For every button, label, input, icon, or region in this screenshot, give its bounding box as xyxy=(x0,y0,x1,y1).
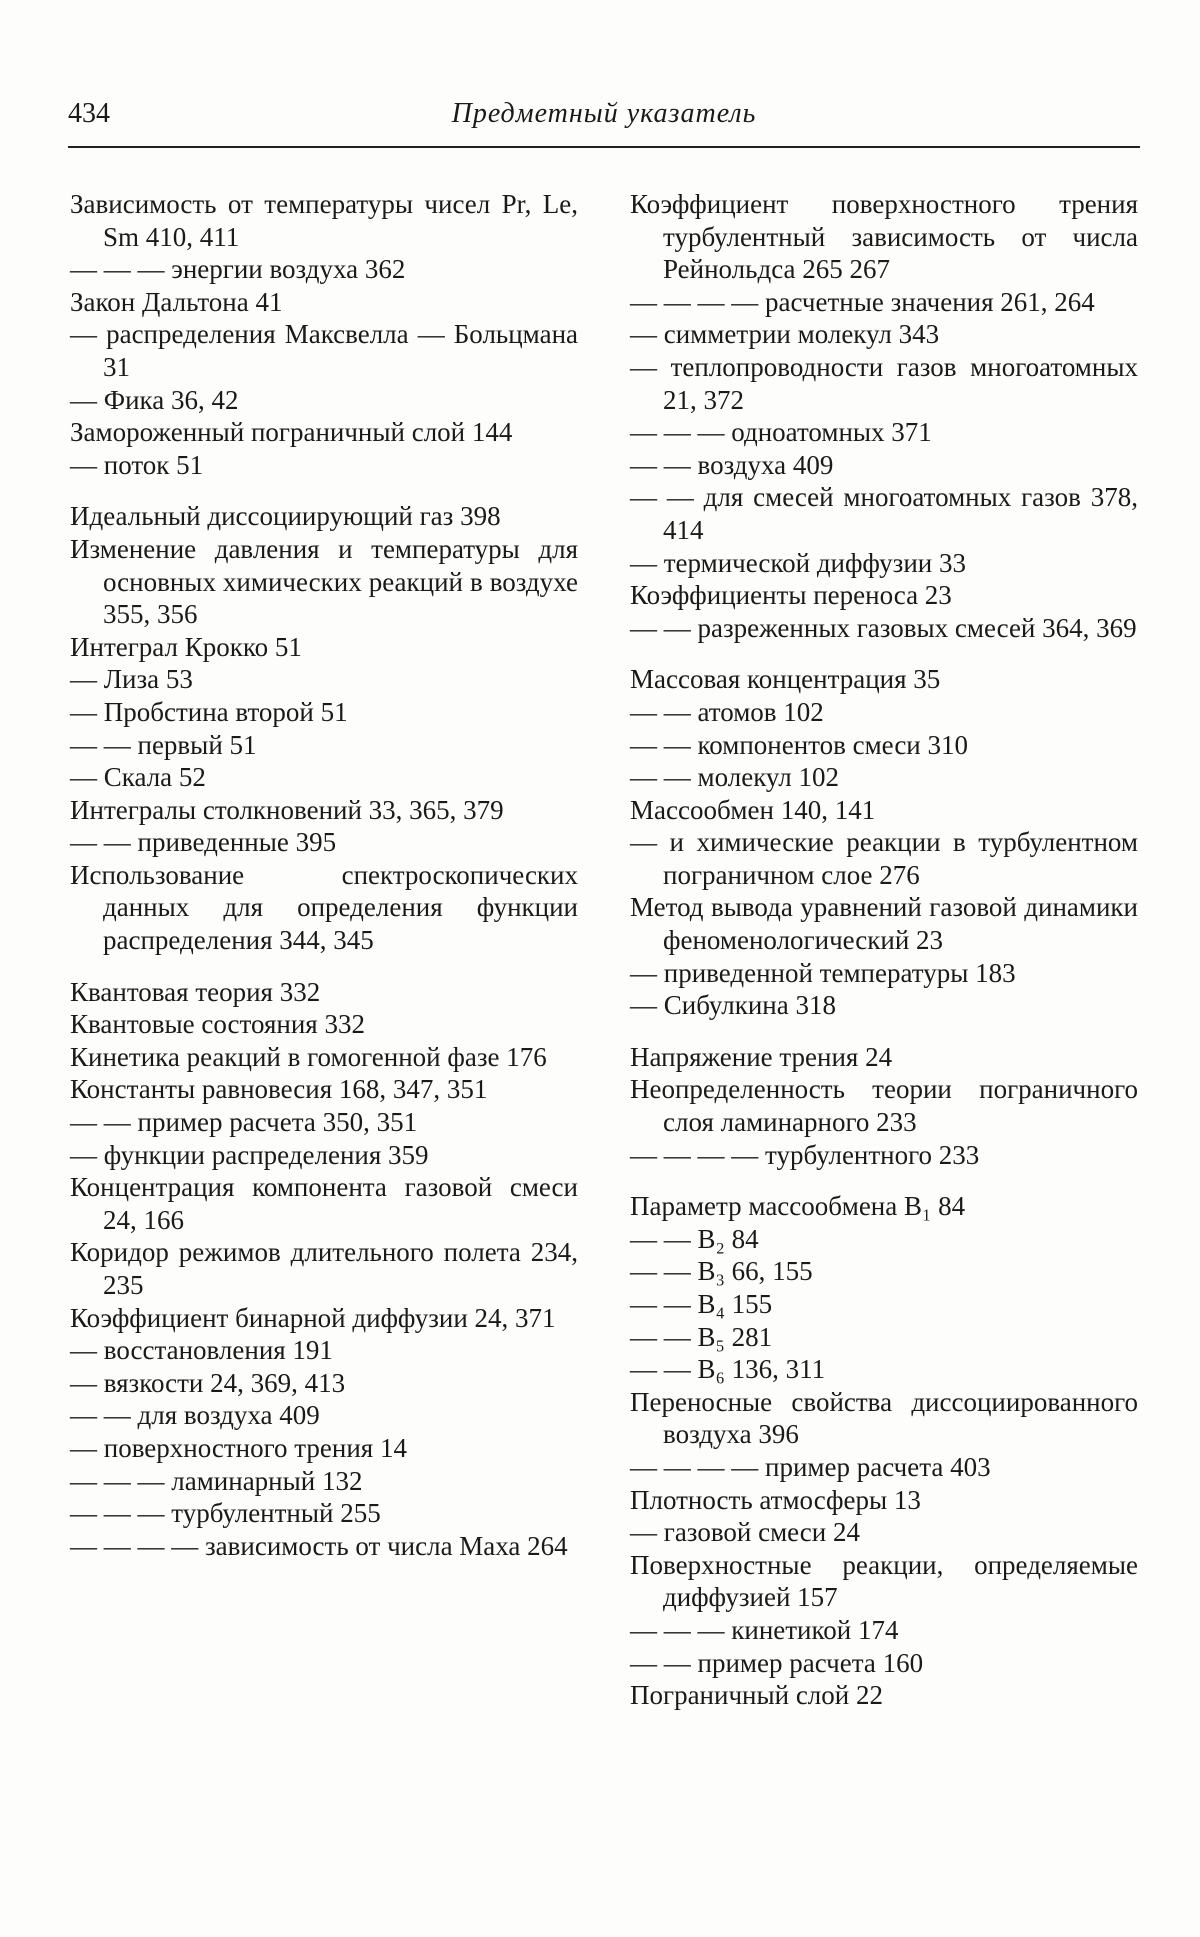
index-entry: — — пример расчета 160 xyxy=(630,1647,924,1678)
index-entry: Плотность атмосферы 13 xyxy=(630,1484,921,1515)
index-entry: Использование спектроскопических данных для определения функции распределения 344, 345 xyxy=(70,859,578,956)
index-entry: — термической диффузии 33 xyxy=(630,547,966,578)
index-entry: Интегралы столкновений 33, 365, 379 xyxy=(70,794,504,825)
index-column-right xyxy=(630,188,1138,1712)
index-entry: — — воздуха 409 xyxy=(630,449,834,480)
index-entry: — Пробстина второй 51 xyxy=(70,696,348,727)
index-entry: Поверхностные реакции, определяемые диффузией 157 xyxy=(630,1549,1138,1613)
index-entry: — — атомов 102 xyxy=(630,696,824,727)
index-entry: Коридор режимов длительного полета 234, 235 xyxy=(70,1237,578,1300)
index-entry: Константы равновесия 168, 347, 351 xyxy=(70,1074,488,1105)
index-entry: Переносные свойства диссоциированного воздуха 396 xyxy=(630,1386,1138,1450)
index-entry: — и химические реакции в турбулентном пограничном слое 276 xyxy=(630,827,1138,890)
index-entry: Параметр массообмена B₁ 84 xyxy=(630,1191,966,1222)
index-entry: Квантовые состояния 332 xyxy=(70,1009,365,1040)
running-title: Предметный указатель xyxy=(451,98,757,129)
index-entry: — — для воздуха 409 xyxy=(70,1400,320,1431)
index-entry: — функции распределения 359 xyxy=(70,1139,429,1170)
index-entry: — — — одноатомных 371 xyxy=(630,417,932,448)
index-entry: Идеальный диссоциирующий газ 398 xyxy=(70,501,501,532)
index-entry: Неопределенность теории пограничного слоя ламинарного 233 xyxy=(630,1074,1138,1138)
index-entry: Концентрация компонента газовой смеси 24, 166 xyxy=(70,1172,578,1235)
index-entry: Напряжение трения 24 xyxy=(630,1041,893,1072)
index-entry: — поверхностного трения 14 xyxy=(70,1432,407,1463)
index-entry: Пограничный слой 22 xyxy=(630,1680,883,1711)
index-entry: — Скала 52 xyxy=(70,762,206,793)
index-entry: — поток 51 xyxy=(70,449,204,480)
index-entry: — — — — пример расчета 403 xyxy=(630,1451,991,1482)
index-entry: — — B₂ 84 xyxy=(630,1223,759,1254)
index-entry: — газовой смеси 24 xyxy=(630,1517,860,1548)
index-entry: Коэффициенты переноса 23 xyxy=(630,580,952,611)
index-entry: — теплопроводности газов многоатомных 21, 372 xyxy=(630,351,1138,415)
index-entry: Интеграл Крокко 51 xyxy=(70,631,302,662)
page-header xyxy=(68,96,1140,142)
index-entry: — — — турбулентный 255 xyxy=(70,1498,381,1529)
index-entry: Кинетика реакций в гомогенной фазе 176 xyxy=(70,1041,547,1072)
index-entry: — распределения Максвелла — Больцмана 31 xyxy=(70,319,578,382)
index-entry: — Сибулкина 318 xyxy=(630,990,836,1021)
index-entry: Коэффициент бинарной диффузии 24, 371 xyxy=(70,1302,556,1333)
index-entry: — — — — турбулентного 233 xyxy=(630,1139,980,1170)
index-entry: — — молекул 102 xyxy=(630,762,839,793)
index-entry: — симметрии молекул 343 xyxy=(630,319,940,350)
index-entry: — — — энергии воздуха 362 xyxy=(70,254,406,285)
page-number: 434 xyxy=(68,98,110,129)
index-entry: Массообмен 140, 141 xyxy=(630,794,876,825)
index-entry: — вязкости 24, 369, 413 xyxy=(70,1367,346,1398)
index-entry: — — — кинетикой 174 xyxy=(630,1614,899,1645)
header-rule xyxy=(68,146,1140,148)
index-entry: — приведенной температуры 183 xyxy=(630,957,1016,988)
index-entry: — Лиза 53 xyxy=(70,664,193,695)
index-entry: — — — ламинарный 132 xyxy=(70,1465,363,1496)
index-entry: — — приведенные 395 xyxy=(70,827,337,858)
index-entry: — — — — расчетные значения 261, 264 xyxy=(630,286,1095,317)
index-entry: Коэффициент поверхностного трения турбулентный зависимость от числа Рейнольдса 265 267 xyxy=(630,189,1138,285)
index-entry: Метод вывода уравнений газовой динамики феноменологический 23 xyxy=(630,892,1138,956)
index-entry: — восстановления 191 xyxy=(70,1335,333,1366)
index-column-left xyxy=(70,188,578,1562)
index-entry: — — B₄ 155 xyxy=(630,1289,773,1319)
index-entry: — — первый 51 xyxy=(70,729,257,760)
index-entry: — — — — зависимость от числа Маха 264 xyxy=(70,1530,568,1561)
index-entry: — — B₅ 281 xyxy=(630,1321,773,1352)
index-entry: Изменение давления и температуры для основных химических реакций в воздухе 355, 356 xyxy=(70,533,578,630)
index-entry: Массовая концентрация 35 xyxy=(630,664,941,695)
index-entry: Квантовая теория 332 xyxy=(70,976,321,1007)
index-entry: — — разреженных газовых смесей 364, 369 xyxy=(630,612,1137,643)
index-entry: — — B₆ 136, 311 xyxy=(630,1354,826,1385)
index-entry: — — для смесей многоатомных газов 378, 414 xyxy=(630,482,1138,545)
index-entry: Зависимость от температуры чисел Pr, Le, Sm 410, 411 xyxy=(70,189,578,252)
index-entry: — — компонентов смеси 310 xyxy=(630,729,969,760)
index-entry: Замороженный пограничный слой 144 xyxy=(70,417,513,448)
index-entry: Закон Дальтона 41 xyxy=(70,286,283,317)
index-entry: — Фика 36, 42 xyxy=(70,384,239,415)
index-entry: — — B₃ 66, 155 xyxy=(630,1256,813,1287)
index-entry: — — пример расчета 350, 351 xyxy=(70,1107,418,1138)
